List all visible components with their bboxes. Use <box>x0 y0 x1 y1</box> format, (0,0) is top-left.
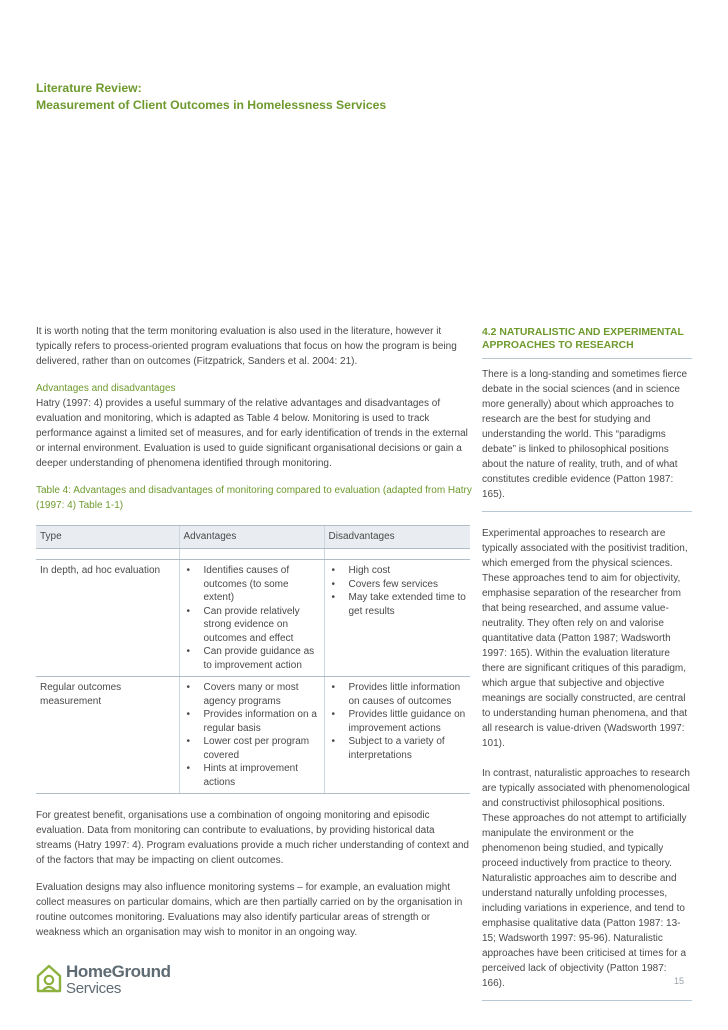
table-cell-advantages <box>179 677 324 794</box>
list-item: • Covers many or most agency programs <box>184 681 320 708</box>
list-item: • Lower cost per program covered <box>184 735 320 762</box>
benefit-paragraph: For greatest benefit, organisations use a combination of ongoing monitoring and episodic evaluation. Data from monitoring can contribute to evaluations, by providing historical data streams (Hatry 1997: 4). Program evaluations provide a much richer understanding of context and of the factors that may be impacting on client outcomes. <box>36 810 469 866</box>
advantages-section <box>36 381 472 471</box>
list-item: • Identifies causes of outcomes (to some extent) <box>184 564 320 605</box>
list-item: • May take extended time to get results <box>329 591 467 618</box>
left-column <box>36 324 472 952</box>
table-cell-type: In depth, ad hoc evaluation <box>36 560 179 677</box>
list-item: • Subject to a variety of interpretations <box>329 735 467 762</box>
page-number: 15 <box>673 976 684 986</box>
list-item: • Provides information on a regular basis <box>184 708 320 735</box>
table-header-disadvantages: Disadvantages <box>324 526 470 549</box>
table-row <box>36 560 470 677</box>
page-title-line1: Literature Review: <box>36 81 142 95</box>
table-cell-advantages <box>179 560 324 677</box>
table-cell-type: Regular outcomes measurement <box>36 677 179 794</box>
advantages-paragraph: Hatry (1997: 4) provides a useful summary of the relative advantages and disadvantages of evaluation and monitoring, which is adapted as Table 4 below. Monitoring is used to track performance against a limited set of measures, and for early identification of trends in the external or internal environment. Evaluation is used to guide significant organisational decisions or gain a deeper understanding of phenomena identified through monitoring. <box>36 398 468 469</box>
intro-paragraph: It is worth noting that the term monitoring evaluation is also used in the literature, however it typically refers to process-oriented program evaluations that focus on how the program is being delivered, rather than on outcomes (Fitzpatrick, Sanders et al. 2004: 21). <box>36 326 457 367</box>
table-header-row <box>36 526 470 549</box>
list-item: • Covers few services <box>329 578 467 592</box>
page-header <box>36 80 676 114</box>
table-cell-disadvantages <box>324 560 470 677</box>
logo-wordmark: HomeGround <box>66 962 171 981</box>
list-item: • Can provide relatively strong evidence on outcomes and effect <box>184 605 320 646</box>
table-caption: Table 4: Advantages and disadvantages of monitoring compared to evaluation (adapted from Hatry (1997: 4) Table 1-1) <box>36 485 472 511</box>
right-column <box>482 316 692 1001</box>
section-heading: 4.2 NATURALISTIC AND EXPERIMENTAL APPROACHES TO RESEARCH <box>482 326 692 359</box>
list-item: • High cost <box>329 564 467 578</box>
advantages-heading: Advantages and disadvantages <box>36 383 176 394</box>
homeground-logo <box>36 963 186 999</box>
house-icon <box>36 964 62 994</box>
list-item: • Provides little information on causes of outcomes <box>329 681 467 708</box>
designs-paragraph: Evaluation designs may also influence monitoring systems – for example, an evaluation might collect measures on particular domains, which are then partially carried on by the organisation in routine outcomes monitoring. Evaluations may also identify particular areas of strength or weakness which an organisation may wish to monitor in an ongoing way. <box>36 882 463 938</box>
list-item: • Provides little guidance on improvement actions <box>329 708 467 735</box>
experimental-paragraph: Experimental approaches to research are typically associated with the positivist tradition, which emerged from the physical sciences. These approaches tend to aim for objectivity, emphasise separation of the researcher from that being researched, and assume value-neutrality. They often rely on and valorise quantitative data (Patton 1987; Wadsworth 1997: 165). Within the evaluation literature there are significant critiques of this paradigm, which argue that subjective and objective meanings are socially constructed, are central to understanding human phenomena, and that all research is value-driven (Wadsworth 1997: 101). <box>482 528 688 749</box>
logo-subtitle: Services <box>66 980 122 997</box>
comparison-table <box>36 525 470 794</box>
table-cell-disadvantages <box>324 677 470 794</box>
list-item: • Can provide guidance as to improvement action <box>184 645 320 672</box>
table-header-type: Type <box>36 526 179 549</box>
list-item: • Hints at improvement actions <box>184 762 320 789</box>
paradigms-paragraph: There is a long-standing and sometimes fierce debate in the social sciences (and in science more generally) about which approaches to research are the best for studying and understanding the world. This “paradigms debate” is linked to philosophical positions about the nature of reality, truth, and of what constitutes credible evidence (Patton 1987: 165). <box>482 367 692 512</box>
page-title-line2: Measurement of Client Outcomes in Homelessness Services <box>36 98 387 112</box>
table-row <box>36 677 470 794</box>
table-header-advantages: Advantages <box>179 526 324 549</box>
naturalistic-paragraph: In contrast, naturalistic approaches to research are typically associated with phenomenological and constructivist philosophical positions. These approaches do not attempt to artificially manipulate the environment or the phenomenon being studied, and typically proceed inductively from practice to theory. Naturalistic approaches aim to describe and understand naturally unfolding processes, including variations in experience, and tend to emphasise qualitative data (Patton 1987: 13-15; Wadsworth 1997: 95-96). Naturalistic approaches have been criticised at times for a perceived lack of objectivity (Patton 1987: 166). <box>482 766 692 1001</box>
